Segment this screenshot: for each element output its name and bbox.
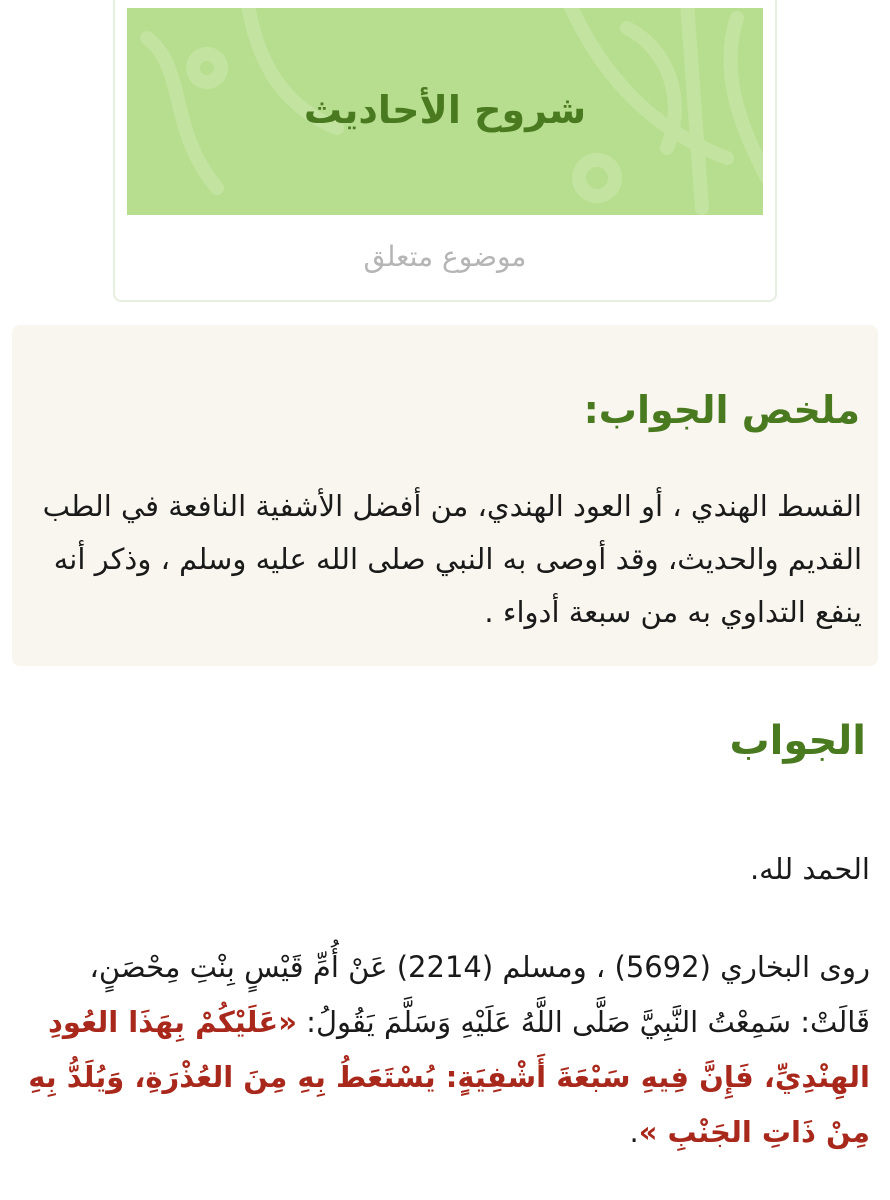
summary-text: القسط الهندي ، أو العود الهندي، من أفضل الأشفية النافعة في الطب القديم والحديث، وقد أوصى به النبي صلى الله عليه وسلم ، وذكر أنه ينفع التداوي به من سبعة أدواء . xyxy=(42,489,862,629)
banner-title: شروح الأحاديث xyxy=(303,88,587,132)
answer-praise: الحمد لله. xyxy=(749,852,870,886)
related-topic-label: موضوع متعلق xyxy=(363,240,527,273)
summary-title: ملخص الجواب: xyxy=(583,388,860,432)
hadith-quote: «عَلَيْكُمْ بِهَذَا العُودِ الهِنْدِيِّ، فَإِنَّ فِيهِ سَبْعَةَ أَشْفِيَةٍ: يُسْتَعَطُ بِهِ مِنَ العُذْرَةِ، وَيُلَدُّ بِهِ مِنْ ذَاتِ الجَنْبِ » xyxy=(28,1005,870,1149)
answer-title: الجواب xyxy=(729,718,866,764)
hadith-paragraph xyxy=(20,940,870,1160)
related-topic-banner[interactable] xyxy=(127,8,763,215)
hadith-end: . xyxy=(629,1115,639,1149)
hadith-intro: روى البخاري (5692) ، ومسلم (2214) عَنْ أُمِّ قَيْسٍ بِنْتِ مِحْصَنٍ، قَالَتْ: سَمِعْتُ النَّبِيَّ صَلَّى اللَّهُ عَلَيْهِ وَسَلَّمَ يَقُولُ: xyxy=(89,950,870,1039)
